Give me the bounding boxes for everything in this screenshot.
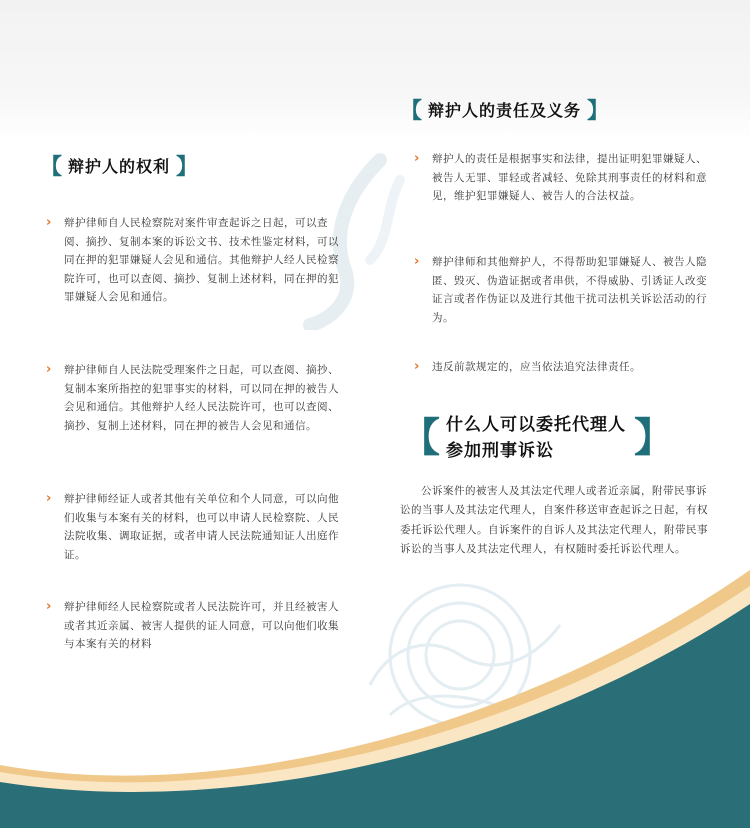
agent-title-line-1: 什么人可以委托代理人 (446, 415, 626, 435)
chevron-right-icon: › (46, 215, 52, 230)
duties-item-text: 违反前款规定的，应当依法追究法律责任。 (432, 361, 641, 373)
chevron-right-icon: › (46, 491, 52, 506)
agent-title-line-2: 参加刑事诉讼 (446, 441, 554, 461)
chevron-right-icon: › (414, 151, 420, 166)
rights-title: 辩护人的权利 (68, 157, 171, 176)
rights-item-text: 辩护律师经人民检察院或者人民法院许可，并且经被害人或者其近亲属、被害人提供的证人同意，可以向他们收集与本案有关的材料 (64, 601, 339, 651)
rights-item (46, 490, 342, 564)
rights-item-text: 辩护律师自人民法院受理案件之日起，可以查阅、摘抄、复制本案所指控的犯罪事实的材料，可以同在押的被告人会见和通信。其他辩护人经人民法院许可，也可以查阅、摘抄、复制上述材料，同在押的被告人会见和通信。 (64, 364, 339, 432)
duties-title: 辩护人的责任及义务 (428, 101, 582, 120)
duties-item (414, 150, 714, 206)
agent-title (446, 412, 626, 466)
duties-item (414, 253, 714, 327)
agent-heading (400, 410, 674, 466)
chevron-right-icon: › (414, 359, 420, 374)
duties-heading (400, 94, 609, 125)
rights-heading (40, 150, 198, 181)
rights-item-text: 辩护律师经证人或者其他有关单位和个人同意，可以向他们收集与本案有关的材料，也可以申请人民检察院、人民法院收集、调取证据，或者申请人民法院通知证人出庭作证。 (64, 493, 339, 561)
bracket-right-icon: 】 (634, 415, 674, 461)
bracket-left-icon: 【 (400, 415, 440, 461)
top-background-band (0, 0, 750, 140)
chevron-right-icon: › (46, 362, 52, 377)
rights-item-text: 辩护律师自人民检察院对案件审查起诉之日起，可以查阅、摘抄、复制本案的诉讼文书、技术性鉴定材料，可以同在押的犯罪嫌疑人会见和通信。其他辩护人经人民检察院许可，也可以查阅、摘抄、复制上述材料，同在押的犯罪嫌疑人会见和通信。 (64, 217, 339, 304)
rights-item (46, 214, 342, 307)
bracket-left-icon: 【 (40, 155, 63, 180)
chevron-right-icon: › (46, 599, 52, 614)
bracket-right-icon: 】 (587, 99, 610, 124)
agent-paragraph: 公诉案件的被害人及其法定代理人或者近亲属，附带民事诉讼的当事人及其法定代理人，自案件移送审查起诉之日起，有权委托诉讼代理人。自诉案件的自诉人及其法定代理人，附带民事诉讼的当事人及其法定代理人，有权随时委托诉讼代理人。 (400, 485, 708, 556)
chevron-right-icon: › (414, 254, 420, 269)
rights-item (46, 598, 342, 654)
duties-item-text: 辩护律师和其他辩护人，不得帮助犯罪嫌疑人、被告人隐匿、毁灭、伪造证据或者串供，不得威胁、引诱证人改变证言或者作伪证以及进行其他干扰司法机关诉讼活动的行为。 (432, 256, 707, 324)
duties-item-text: 辩护人的责任是根据事实和法律，提出证明犯罪嫌疑人、被告人无罪、罪轻或者减轻、免除其刑事责任的材料和意见，维护犯罪嫌疑人、被告人的合法权益。 (432, 153, 707, 203)
duties-item (414, 358, 714, 377)
bracket-right-icon: 】 (176, 155, 199, 180)
bracket-left-icon: 【 (400, 99, 423, 124)
rights-item (46, 361, 342, 435)
